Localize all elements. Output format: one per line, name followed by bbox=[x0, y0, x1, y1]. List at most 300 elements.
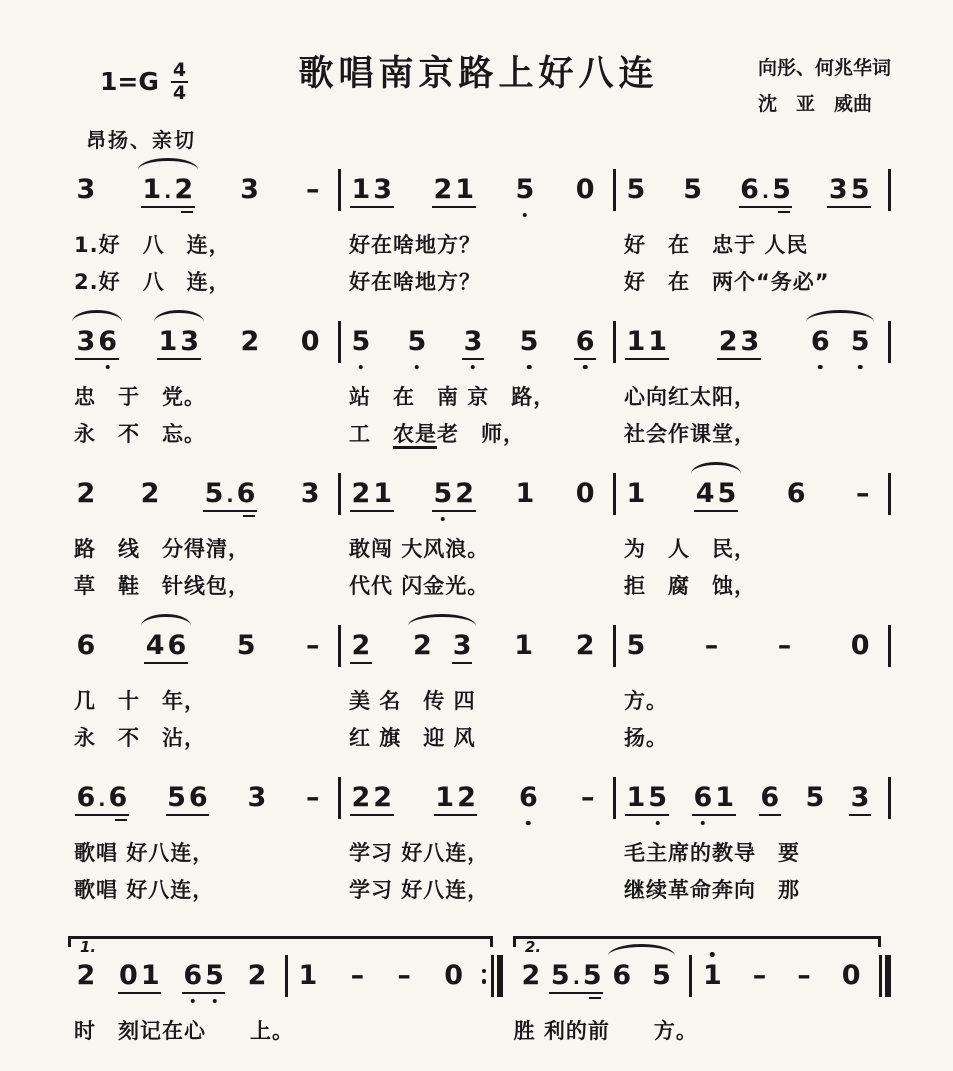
note bbox=[691, 782, 737, 813]
octave-dot-low bbox=[190, 999, 195, 1004]
barline bbox=[888, 473, 891, 515]
lyric-cell: 红 旗 迎 风 bbox=[349, 726, 476, 750]
lyrics-line-verse-2 bbox=[66, 266, 891, 296]
octave-dot-low bbox=[655, 821, 660, 826]
key-text: 1=G bbox=[100, 67, 159, 97]
music-system bbox=[66, 456, 891, 600]
note bbox=[610, 960, 674, 991]
barline bbox=[888, 321, 891, 363]
note bbox=[117, 960, 163, 991]
lyrics-line-verse-2 bbox=[66, 722, 891, 752]
lyrics-line-verse-1 bbox=[66, 685, 891, 715]
octave-dot-low bbox=[527, 365, 532, 370]
eighth-underline bbox=[692, 814, 736, 817]
eighth-underline bbox=[849, 814, 871, 817]
note-digit: 5 bbox=[514, 174, 536, 205]
note-digit: 1 bbox=[158, 326, 178, 357]
note-digit: – bbox=[306, 174, 320, 205]
thick-barline bbox=[885, 955, 891, 997]
octave-dot-low bbox=[441, 517, 446, 522]
note bbox=[693, 478, 739, 509]
eighth-underline bbox=[75, 814, 129, 817]
note bbox=[304, 782, 323, 813]
barline bbox=[491, 955, 494, 997]
repeat-barline bbox=[482, 955, 504, 997]
lyric-cell: 路 线 分得清， bbox=[74, 537, 250, 561]
note-digit: 6 bbox=[786, 478, 806, 509]
note-digit: 5 bbox=[204, 960, 226, 991]
note-digit: 1 bbox=[455, 174, 475, 205]
note-digit: 2 bbox=[76, 960, 96, 991]
note-digit: 5 bbox=[518, 326, 540, 357]
slur bbox=[408, 614, 476, 626]
note-digit: 5 bbox=[805, 782, 825, 813]
octave-dot-low bbox=[858, 365, 863, 370]
note-digit: 2 bbox=[433, 174, 453, 205]
measure bbox=[341, 782, 613, 813]
measure bbox=[511, 960, 689, 991]
note bbox=[795, 960, 814, 991]
eighth-underline bbox=[549, 992, 603, 995]
note-digit: – bbox=[797, 960, 811, 991]
note-digit: 1 bbox=[701, 960, 723, 991]
note-digit: 1 bbox=[298, 960, 318, 991]
note-digit: 5 bbox=[167, 782, 186, 813]
note bbox=[410, 630, 474, 661]
lyrics-line-verse-2 bbox=[66, 418, 891, 448]
note bbox=[854, 478, 873, 509]
note bbox=[181, 960, 227, 991]
measure bbox=[66, 174, 338, 205]
note-digit: 2 bbox=[351, 630, 371, 661]
measure bbox=[66, 782, 338, 813]
slur bbox=[806, 310, 874, 322]
measure bbox=[616, 630, 888, 661]
note-digit: 5 bbox=[850, 174, 870, 205]
note bbox=[74, 782, 130, 813]
note-digit: – bbox=[856, 478, 870, 509]
measure bbox=[66, 326, 338, 357]
note-digit: 5 bbox=[626, 174, 646, 205]
note-digit: 2 bbox=[455, 478, 475, 509]
note bbox=[758, 782, 782, 813]
eighth-underline bbox=[717, 358, 761, 361]
note-digit: 1 bbox=[515, 478, 535, 509]
music-system bbox=[66, 152, 891, 296]
note bbox=[349, 174, 395, 205]
note bbox=[513, 174, 537, 205]
note bbox=[461, 326, 485, 357]
note-digit: 3 bbox=[451, 630, 473, 661]
slur bbox=[691, 462, 741, 474]
lyric-cell: 社会作课堂， bbox=[624, 422, 756, 446]
note-digit: 0 bbox=[575, 174, 595, 205]
lyric-cell: 方。 bbox=[624, 689, 668, 713]
lyric-cell: 永 不 沾， bbox=[74, 726, 206, 750]
note-digit: 5 bbox=[236, 630, 256, 661]
staff-line bbox=[66, 912, 891, 997]
note-digit: – bbox=[306, 782, 320, 813]
note bbox=[349, 782, 395, 813]
note-digit: – bbox=[581, 782, 595, 813]
note-digit: 1 bbox=[142, 174, 162, 205]
lyric-cell: 美 名 传 四 bbox=[349, 689, 476, 713]
note bbox=[431, 478, 477, 509]
note bbox=[405, 326, 429, 357]
eighth-underline bbox=[694, 510, 738, 513]
lyrics-line bbox=[66, 1015, 891, 1045]
note-digit: 1 bbox=[373, 478, 393, 509]
volta-bracket bbox=[513, 936, 881, 947]
note bbox=[138, 478, 162, 509]
note bbox=[624, 478, 648, 509]
eighth-underline bbox=[350, 662, 372, 665]
eighth-underline bbox=[432, 206, 476, 209]
note bbox=[349, 630, 373, 661]
note bbox=[775, 630, 794, 661]
note-digit: 3 bbox=[850, 782, 870, 813]
note-digit: . bbox=[572, 967, 580, 989]
note-digit: 3 bbox=[373, 174, 393, 205]
eighth-underline bbox=[350, 510, 394, 513]
note-digit: – bbox=[306, 630, 320, 661]
note-digit: 2 bbox=[412, 630, 432, 661]
lyric-cell: 工 农是老 师， bbox=[341, 418, 613, 448]
song-title: 歌唱南京路上好八连 bbox=[298, 54, 659, 94]
lyric-cell: 忠 于 党。 bbox=[74, 385, 206, 409]
note bbox=[74, 960, 98, 991]
note-digit: 1 bbox=[514, 630, 534, 661]
note-digit: 0 bbox=[850, 630, 870, 661]
lyric-cell: 1.好 八 连， bbox=[74, 233, 231, 257]
lyric-cell: 好 在 两个“务必” bbox=[624, 270, 830, 294]
note-digit: 5 bbox=[406, 326, 428, 357]
measure bbox=[341, 326, 613, 357]
measure bbox=[341, 630, 613, 661]
eighth-underline bbox=[827, 206, 871, 209]
octave-dot-low bbox=[359, 365, 364, 370]
barline bbox=[888, 777, 891, 819]
note-digit: 5 bbox=[432, 478, 454, 509]
slur bbox=[138, 158, 198, 170]
eighth-underline bbox=[166, 814, 210, 817]
barline bbox=[888, 169, 891, 211]
measure bbox=[66, 960, 285, 991]
note bbox=[245, 960, 269, 991]
lyric-cell: 站 在 南 京 路， bbox=[349, 385, 556, 409]
lyric-cell: 心向红太阳， bbox=[624, 385, 756, 409]
note bbox=[573, 326, 597, 357]
volta-2 bbox=[511, 934, 891, 997]
note-digit: 6 bbox=[76, 782, 96, 813]
note-digit: 2 bbox=[718, 326, 738, 357]
note bbox=[624, 630, 648, 661]
measure bbox=[616, 782, 888, 813]
measure bbox=[341, 478, 613, 509]
sixteenth-underline bbox=[589, 997, 601, 1000]
note-digit: 5 bbox=[683, 174, 703, 205]
octave-dot-low bbox=[583, 365, 588, 370]
key-signature bbox=[100, 60, 188, 103]
note-digit: 5 bbox=[204, 478, 224, 509]
barline bbox=[879, 955, 882, 997]
note bbox=[702, 630, 721, 661]
note-digit: 3 bbox=[740, 326, 760, 357]
eighth-underline bbox=[452, 662, 472, 665]
note-digit: 2 bbox=[521, 960, 541, 991]
lyric-cell: 几 十 年， bbox=[74, 689, 206, 713]
note bbox=[624, 326, 670, 357]
note-digit: 5 bbox=[647, 782, 669, 813]
note-digit: . bbox=[226, 485, 234, 507]
note-digit: 1 bbox=[435, 782, 455, 813]
note bbox=[156, 326, 202, 357]
note-digit: 5 bbox=[626, 630, 646, 661]
repeat-dot bbox=[482, 979, 487, 984]
note-digit: 3 bbox=[76, 326, 96, 357]
note bbox=[349, 326, 373, 357]
music-system bbox=[66, 912, 891, 1045]
note bbox=[716, 326, 762, 357]
note bbox=[826, 174, 872, 205]
note-digit: 1 bbox=[648, 326, 668, 357]
note-digit: 5 bbox=[652, 960, 671, 991]
note bbox=[573, 174, 597, 205]
note-digit: – bbox=[397, 960, 411, 991]
note-digit: 4 bbox=[145, 630, 165, 661]
note bbox=[548, 960, 604, 991]
note-digit: 6 bbox=[692, 782, 714, 813]
note bbox=[517, 326, 541, 357]
lyrics-line-verse-1 bbox=[66, 837, 891, 867]
measure bbox=[616, 478, 888, 509]
measure bbox=[66, 478, 338, 509]
lyric-cell: 草 鞋 针线包， bbox=[74, 574, 250, 598]
note bbox=[165, 782, 211, 813]
note-digit: 0 bbox=[300, 326, 320, 357]
note bbox=[750, 960, 769, 991]
eighth-underline bbox=[182, 992, 226, 995]
lyric-cell: 2.好 八 连， bbox=[74, 270, 231, 294]
note bbox=[234, 630, 258, 661]
meter-denominator: 4 bbox=[172, 81, 187, 104]
note-digit: 2 bbox=[174, 174, 194, 205]
note-digit: 3 bbox=[240, 174, 259, 205]
eighth-underline bbox=[759, 814, 781, 817]
measure bbox=[288, 960, 482, 991]
lyrics-line-verse-2 bbox=[66, 570, 891, 600]
measure bbox=[616, 174, 888, 205]
note-digit: – bbox=[350, 960, 365, 991]
note-digit: 5 bbox=[849, 326, 871, 357]
note-digit: 3 bbox=[247, 782, 267, 813]
octave-dot-low bbox=[105, 365, 110, 370]
note bbox=[624, 174, 648, 205]
note-digit: 6 bbox=[518, 782, 540, 813]
note bbox=[517, 782, 541, 813]
note-digit: 6 bbox=[612, 960, 632, 991]
note-digit: 2 bbox=[76, 478, 96, 509]
lyric-underline: 农是 bbox=[393, 422, 437, 449]
note bbox=[700, 960, 724, 991]
note bbox=[395, 960, 414, 991]
lyricist-credit: 向彤、何兆华词 bbox=[757, 57, 891, 79]
note-digit: 6 bbox=[574, 326, 596, 357]
measure bbox=[616, 326, 888, 357]
eighth-underline bbox=[625, 358, 669, 361]
lyric-cell: 敢闯 大风浪。 bbox=[349, 537, 490, 561]
eighth-underline bbox=[350, 814, 394, 817]
lyric-cell: 胜 利的前 方。 bbox=[513, 1019, 698, 1043]
note-digit: 4 bbox=[695, 478, 715, 509]
note-digit: 2 bbox=[575, 630, 595, 661]
lyric-cell: 继续革命奔向 那 bbox=[624, 878, 800, 902]
credits-block bbox=[758, 50, 891, 122]
repeat-dots bbox=[482, 969, 487, 984]
staff-line bbox=[66, 304, 891, 363]
note bbox=[238, 326, 262, 357]
note-digit: 6 bbox=[108, 782, 128, 813]
score-body bbox=[66, 152, 891, 1045]
note-digit: 6 bbox=[188, 782, 208, 813]
note-digit: 6 bbox=[76, 630, 96, 661]
octave-dot-low bbox=[471, 365, 476, 370]
eighth-underline bbox=[574, 358, 596, 361]
note-digit: 3 bbox=[180, 326, 200, 357]
note bbox=[681, 174, 705, 205]
music-system bbox=[66, 760, 891, 904]
expression-marking: 昂扬、亲切 bbox=[86, 128, 196, 152]
note-digit: . bbox=[164, 181, 172, 203]
eighth-underline bbox=[75, 358, 119, 361]
octave-dot-low bbox=[212, 999, 217, 1004]
octave-dot-low bbox=[818, 365, 823, 370]
sixteenth-underline bbox=[243, 515, 255, 518]
eighth-underline bbox=[739, 206, 793, 209]
sixteenth-underline bbox=[115, 819, 127, 822]
note-digit: 3 bbox=[300, 478, 320, 509]
eighth-underline bbox=[434, 814, 478, 817]
note bbox=[442, 960, 466, 991]
note bbox=[512, 630, 536, 661]
octave-dot-low bbox=[526, 821, 531, 826]
note bbox=[519, 960, 543, 991]
staff-line bbox=[66, 760, 891, 819]
eighth-underline bbox=[118, 992, 162, 995]
octave-dot-high bbox=[710, 952, 715, 957]
lyric-cell: 歌唱 好八连， bbox=[74, 878, 215, 902]
lyrics-line-verse-1 bbox=[66, 229, 891, 259]
note bbox=[304, 630, 323, 661]
lyric-cell: 拒 腐 蚀， bbox=[624, 574, 756, 598]
note-digit: 2 bbox=[373, 782, 393, 813]
note-digit: 5 bbox=[717, 478, 737, 509]
note-digit: 6 bbox=[740, 174, 759, 205]
note-digit: 0 bbox=[119, 960, 138, 991]
lyric-cell: 好 在 忠于 人民 bbox=[624, 233, 809, 257]
note bbox=[74, 630, 98, 661]
note bbox=[74, 326, 120, 357]
measure bbox=[692, 960, 879, 991]
eighth-underline bbox=[350, 206, 394, 209]
note-digit: 2 bbox=[351, 478, 371, 509]
note-digit: – bbox=[704, 630, 719, 661]
note bbox=[349, 478, 395, 509]
lyrics-line-verse-2 bbox=[66, 874, 891, 904]
note-digit: 0 bbox=[575, 478, 595, 509]
note bbox=[784, 478, 808, 509]
note bbox=[296, 960, 320, 991]
music-system bbox=[66, 304, 891, 448]
volta-label: 1. bbox=[80, 938, 97, 956]
volta-bracket bbox=[68, 936, 493, 947]
note bbox=[304, 174, 323, 205]
note-digit: 3 bbox=[76, 174, 96, 205]
note bbox=[803, 782, 827, 813]
note bbox=[573, 630, 597, 661]
lyric-cell: 扬。 bbox=[624, 726, 668, 750]
note bbox=[808, 326, 872, 357]
measure bbox=[341, 174, 613, 205]
music-system bbox=[66, 608, 891, 752]
eighth-underline bbox=[157, 358, 201, 361]
meter-numerator: 4 bbox=[172, 59, 187, 81]
note bbox=[74, 174, 98, 205]
note-digit: 1 bbox=[140, 960, 160, 991]
note-digit: 6 bbox=[97, 326, 119, 357]
note bbox=[433, 782, 479, 813]
note-digit: 3 bbox=[462, 326, 484, 357]
note-digit: 2 bbox=[140, 478, 160, 509]
lyric-cell: 歌唱 好八连， bbox=[74, 841, 215, 865]
eighth-underline bbox=[432, 510, 476, 513]
note-digit: . bbox=[98, 789, 106, 811]
note-digit: 2 bbox=[351, 782, 371, 813]
note bbox=[738, 174, 794, 205]
note-digit: 5 bbox=[772, 174, 791, 205]
lyrics-line-verse-1 bbox=[66, 533, 891, 563]
note-digit: 2 bbox=[457, 782, 476, 813]
lyric-cell: 好在啥地方？ bbox=[349, 270, 481, 294]
note bbox=[579, 782, 598, 813]
note-digit: 6 bbox=[236, 478, 256, 509]
note bbox=[848, 782, 872, 813]
note-digit: 1 bbox=[626, 326, 646, 357]
note-digit: – bbox=[777, 630, 792, 661]
note-digit: 2 bbox=[247, 960, 267, 991]
note bbox=[431, 174, 477, 205]
note bbox=[298, 326, 322, 357]
note bbox=[140, 174, 196, 205]
note bbox=[298, 478, 322, 509]
eighth-underline bbox=[462, 358, 484, 361]
note-digit: 5 bbox=[350, 326, 372, 357]
repeat-dot bbox=[482, 969, 487, 974]
note-digit: . bbox=[761, 181, 770, 203]
eighth-underline bbox=[141, 206, 195, 209]
lyric-cell: 为 人 民， bbox=[624, 537, 756, 561]
time-signature bbox=[171, 60, 188, 103]
note bbox=[348, 960, 367, 991]
volta-measures bbox=[511, 960, 891, 997]
lyric-cell: 时 刻记在心 上。 bbox=[74, 1019, 294, 1043]
eighth-underline bbox=[625, 814, 669, 817]
note-digit: 1 bbox=[351, 174, 371, 205]
eighth-underline bbox=[203, 510, 257, 513]
note-digit: 1 bbox=[626, 478, 646, 509]
thick-barline bbox=[497, 955, 503, 997]
note-digit: 5 bbox=[550, 960, 570, 991]
